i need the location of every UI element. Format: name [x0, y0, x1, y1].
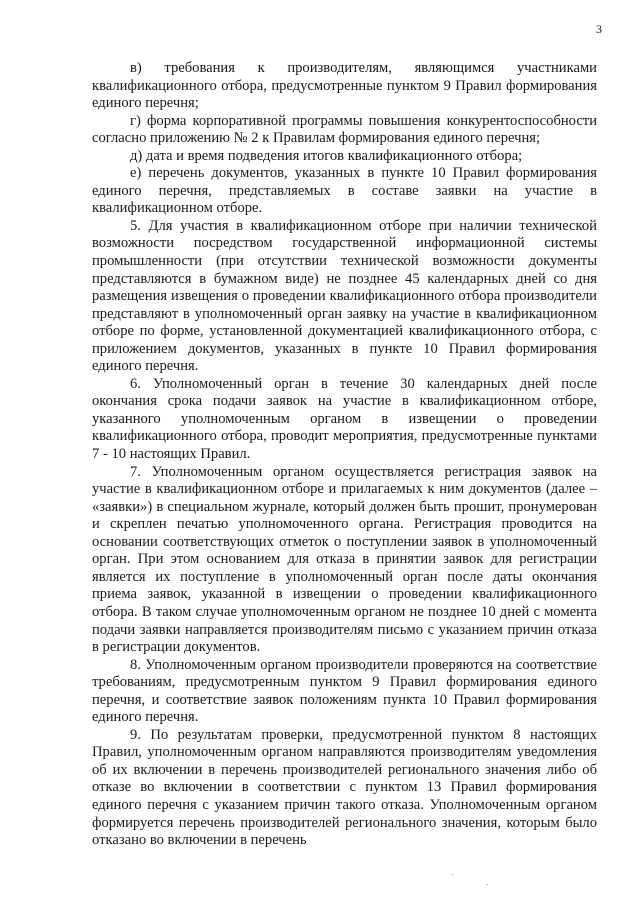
paragraph-item-e: е) перечень документов, указанных в пункте 10 Правил формирования единого перечня, представляемых в составе заявки на участие в квалификационном отборе.: [92, 165, 597, 217]
document-body: [92, 60, 597, 850]
paragraph-item-d: д) дата и время подведения итогов квалификационного отбора;: [130, 147, 523, 164]
paragraph-clause-7: 7. Уполномоченным органом осуществляется регистрация заявок на участие в квалификационном отборе и прилагаемых к ним документов (далее – «заявки») в специальном журнале, который должен быть прошит, пронумерован и скреплен печатью уполномоченного органа. Регистрация проводится на основании соответствующих отметок о поступлении заявок в уполномоченный орган. При этом основанием для отказа в принятии заявок для регистрации является их поступление в уполномоченный орган после даты окончания приема заявок, указанной в извещении о проведении квалификационного отбора. В таком случае уполномоченным органом не позднее 10 дней с момента подачи заявки направляется производителям письмо с указанием причин отказа в регистрации документов.: [92, 463, 597, 656]
scan-speck: [487, 884, 488, 885]
paragraph-item-g: г) форма корпоративной программы повышения конкурентоспособности согласно приложению № 2 к Правилам формирования единого перечня;: [92, 112, 597, 147]
scan-speck: [452, 874, 453, 875]
page-number: 3: [596, 22, 602, 36]
paragraph-clause-8: 8. Уполномоченным органом производители проверяются на соответствие требованиям, предусмотренным пунктом 9 Правил формирования единого перечня, и соответствие заявок положениям пункта 10 Правил формирования единого перечня.: [92, 656, 597, 726]
paragraph-clause-9: 9. По результатам проверки, предусмотренной пунктом 8 настоящих Правил, уполномоченным органом направляются производителям уведомления об их включении в перечень производителей регионального значения либо об отказе во включении в соответствии с пунктом 13 Правил формирования единого перечня с указанием причин такого отказа. Уполномоченным органом формируется перечень производителей регионального значения, которым было отказано во включении в перечень: [92, 726, 597, 849]
paragraph-clause-6: 6. Уполномоченный орган в течение 30 календарных дней после окончания срока подачи заявок на участие в квалификационном отборе, указанного уполномоченным органом в извещении о проведении квалификационного отбора, проводит мероприятия, предусмотренные пунктами 7 - 10 настоящих Правил.: [92, 375, 597, 463]
paragraph-clause-5: 5. Для участия в квалификационном отборе при наличии технической возможности посредством государственной информационной системы промышленности (при отсутствии технической возможности документы представляются в бумажном виде) не позднее 45 календарных дней со дня размещения извещения о проведении квалификационного отбора производители представляют в уполномоченный орган заявку на участие в квалификационном отборе по форме, установленной документацией квалификационного отбора, с приложением документов, указанных в пункте 10 Правил формирования единого перечня.: [92, 217, 597, 375]
paragraph-item-v: в) требования к производителям, являющимся участниками квалификационного отбора, предусмотренные пунктом 9 Правил формирования единого перечня;: [92, 60, 597, 112]
